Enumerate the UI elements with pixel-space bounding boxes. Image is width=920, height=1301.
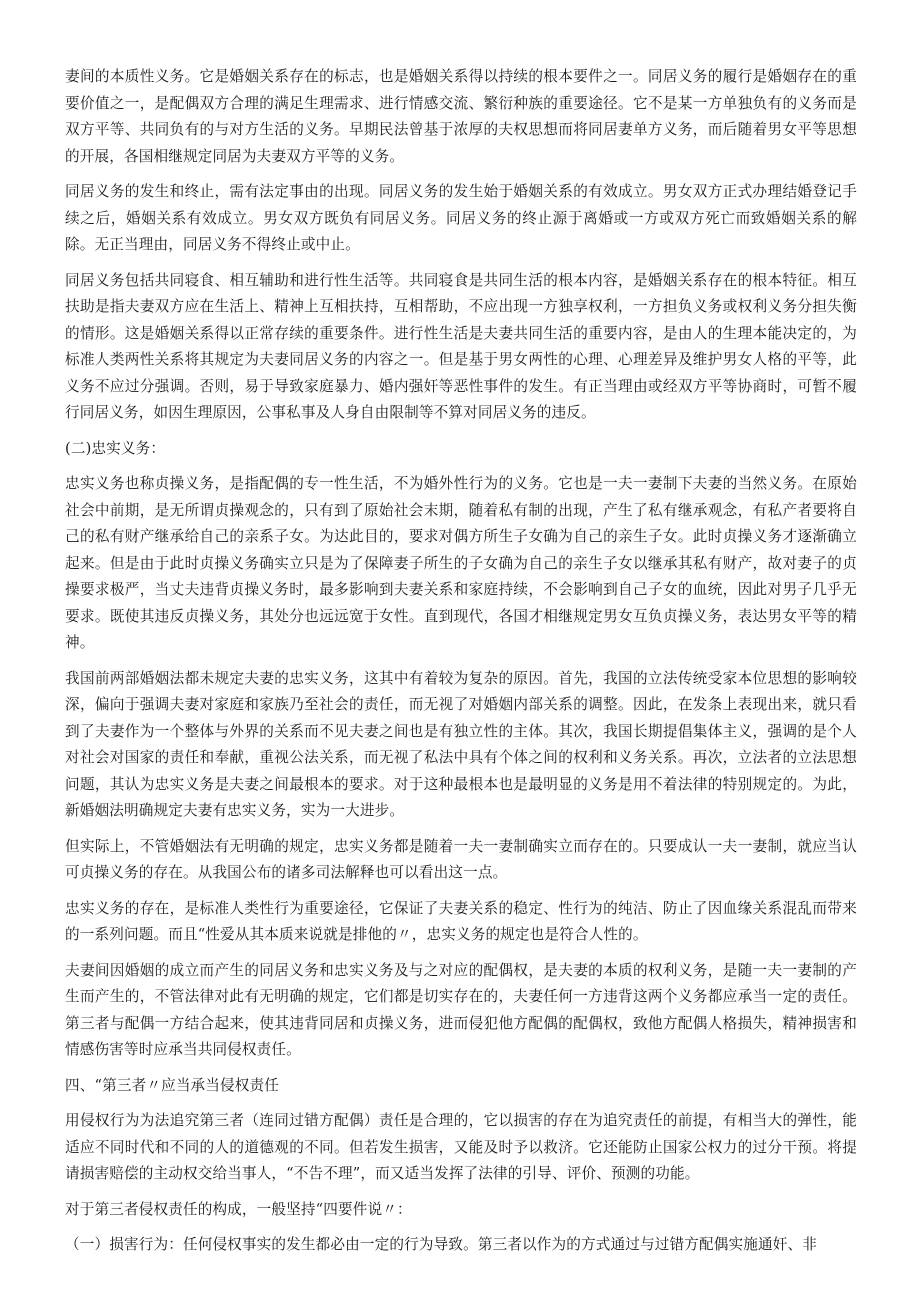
section-heading-third-party-liability: 四、“第三者〃应当承当侵权责任 — [65, 1076, 280, 1094]
paragraph-fidelity-practice: 但实际上，不管婚姻法有无明确的规定，忠实义务都是随着一夫一妻制确实立而存在的。只要成认一夫一妻制，就应当认可贞操义务的存在。从我国公布的诸多司法解释也可以看出这一点。 — [65, 837, 857, 881]
paragraph-damaging-act: （一）损害行为：任何侵权事实的发生都必由一定的行为导致。第三者以作为的方式通过与过错方配偶实施通奸、非 — [65, 1236, 817, 1253]
paragraph-cohabitation-essence: 妻间的本质性义务。它是婚姻关系存在的标志，也是婚姻关系得以持续的根本要件之一。同居义务的履行是婚姻存在的重要价值之一，是配偶双方合理的满足生理需求、进行情感交流、繁衍种族的重要途径。它不是某一方单独负有的义务而是双方平等、共同负有的与对方生活的义务。早期民法曾基于浓厚的夫权思想而将同居妻单方义务，而后随着男女平等思想的开展，各国相继规定同居为夫妻双方平等的义务。 — [65, 68, 857, 165]
paragraph-fidelity-china-history: 我国前两部婚姻法都未规定夫妻的忠实义务，这其中有着较为复杂的原因。首先，我国的立法传统受家本位思想的影响较深，偏向于强调夫妻对家庭和家族乃至社会的责任，而无视了对婚姻内部关系的调整。因此，在发条上表现出来，就只看到了夫妻作为一个整体与外界的关系而不见夫妻之间也是有独立性的主体。其次，我国长期提倡集体主义，强调的是个人对社会对国家的责任和奉献，重视公法关系，而无视了私法中具有个体之间的权利和义务关系。再次，立法者的立法思想问题，其认为忠实义务是夫妻之间最根本的要求。对于这种最根本也是最明显的义务是用不着法律的特别规定的。为此，新婚姻法明确规定夫妻有忠实义务，实为一大进步。 — [65, 669, 857, 819]
section-heading-fidelity: (二)忠实义务： — [65, 439, 166, 457]
paragraph-tort-rationale: 用侵权行为为法追究第三者（连同过错方配偶）责任是合理的，它以损害的存在为追究责任的前提，有相当大的弹性，能适应不同时代和不同的人的道德观的不同。但若发生损害，又能及时予以救济。它还能防止国家公权力的过分干预。将提请损害赔偿的主动权交给当事人，“不告不理”，而又适当发挥了法律的引导、评价、预测的功能。 — [65, 1112, 857, 1182]
document-page — [65, 64, 857, 1268]
paragraph-spousal-rights: 夫妻间因婚姻的成立而产生的同居义务和忠实义务及与之对应的配偶权，是夫妻的本质的权利义务，是随一夫一妻制的产生而产生的，不管法律对此有无明确的规定，它们都是切实存在的，夫妻任何一方违背这两个义务都应承当一定的责任。第三者与配偶一方结合起来，使其违背同居和贞操义务，进而侵犯他方配偶的配偶权，致他方配偶人格损失，精神损害和情感伤害等时应承当共同侵权责任。 — [65, 961, 857, 1058]
paragraph-fidelity-importance: 忠实义务的存在，是标准人类性行为重要途径，它保证了夫妻关系的稳定、性行为的纯洁、防止了因血缘关系混乱而带来的一系列问题。而且“性爱从其本质来说就是排他的〃，忠实义务的规定也是符合人性的。 — [65, 899, 857, 943]
paragraph-fidelity-definition: 忠实义务也称贞操义务，是指配偶的专一性生活，不为婚外性行为的义务。它也是一夫一妻制下夫妻的当然义务。在原始社会中前期，是无所谓贞操观念的，只有到了原始社会末期，随着私有制的出现，产生了私有继承观念，有私产者要将自己的私有财产继承给自己的亲系子女。为达此目的，要求对偶方所生子女确为自己的亲生子女。此时贞操义务才逐渐确立起来。但是由于此时贞操义务确实立只是为了保障妻子所生的子女确为自己的亲生子女以继承其私有财产，故对妻子的贞操要求极严，当丈夫违背贞操义务时，最多影响到夫妻关系和家庭持续，不会影响到自己子女的血统，因此对男子几乎无要求。既使其违反贞操义务，其处分也远远宽于女性。直到现代，各国才相继规定男女互负贞操义务，表达男女平等的精神。 — [65, 475, 857, 651]
paragraph-cohabitation-content: 同居义务包括共同寝食、相互辅助和进行性生活等。共同寝食是共同生活的根本内容，是婚姻关系存在的根本特征。相互扶助是指夫妻双方应在生活上、精神上互相扶持，互相帮助，不应出现一方独享权利，一方担负义务或权利义务分担失衡的情形。这是婚姻关系得以正常存续的重要条件。进行性生活是夫妻共同生活的重要内容，是由人的生理本能决定的，为标准人类两性关系将其规定为夫妻同居义务的内容之一。但是基于男女两性的心理、心理差异及维护男女人格的平等，此义务不应过分强调。否则，易于导致家庭暴力、婚内强奸等恶性事件的发生。有正当理由或经双方平等协商时，可暂不履行同居义务，如因生理原因，公事私事及人身自由限制等不算对同居义务的违反。 — [65, 271, 857, 421]
paragraph-four-elements: 对于第三者侵权责任的构成，一般坚持“四要件说〃： — [65, 1200, 412, 1218]
paragraph-cohabitation-start-end: 同居义务的发生和终止，需有法定事由的出现。同居义务的发生始于婚姻关系的有效成立。男女双方正式办理结婚登记手续之后，婚姻关系有效成立。男女双方既负有同居义务。同居义务的终止源于离婚或一方或双方死亡而致婚姻关系的解除。无正当理由，同居义务不得终止或中止。 — [65, 183, 857, 253]
